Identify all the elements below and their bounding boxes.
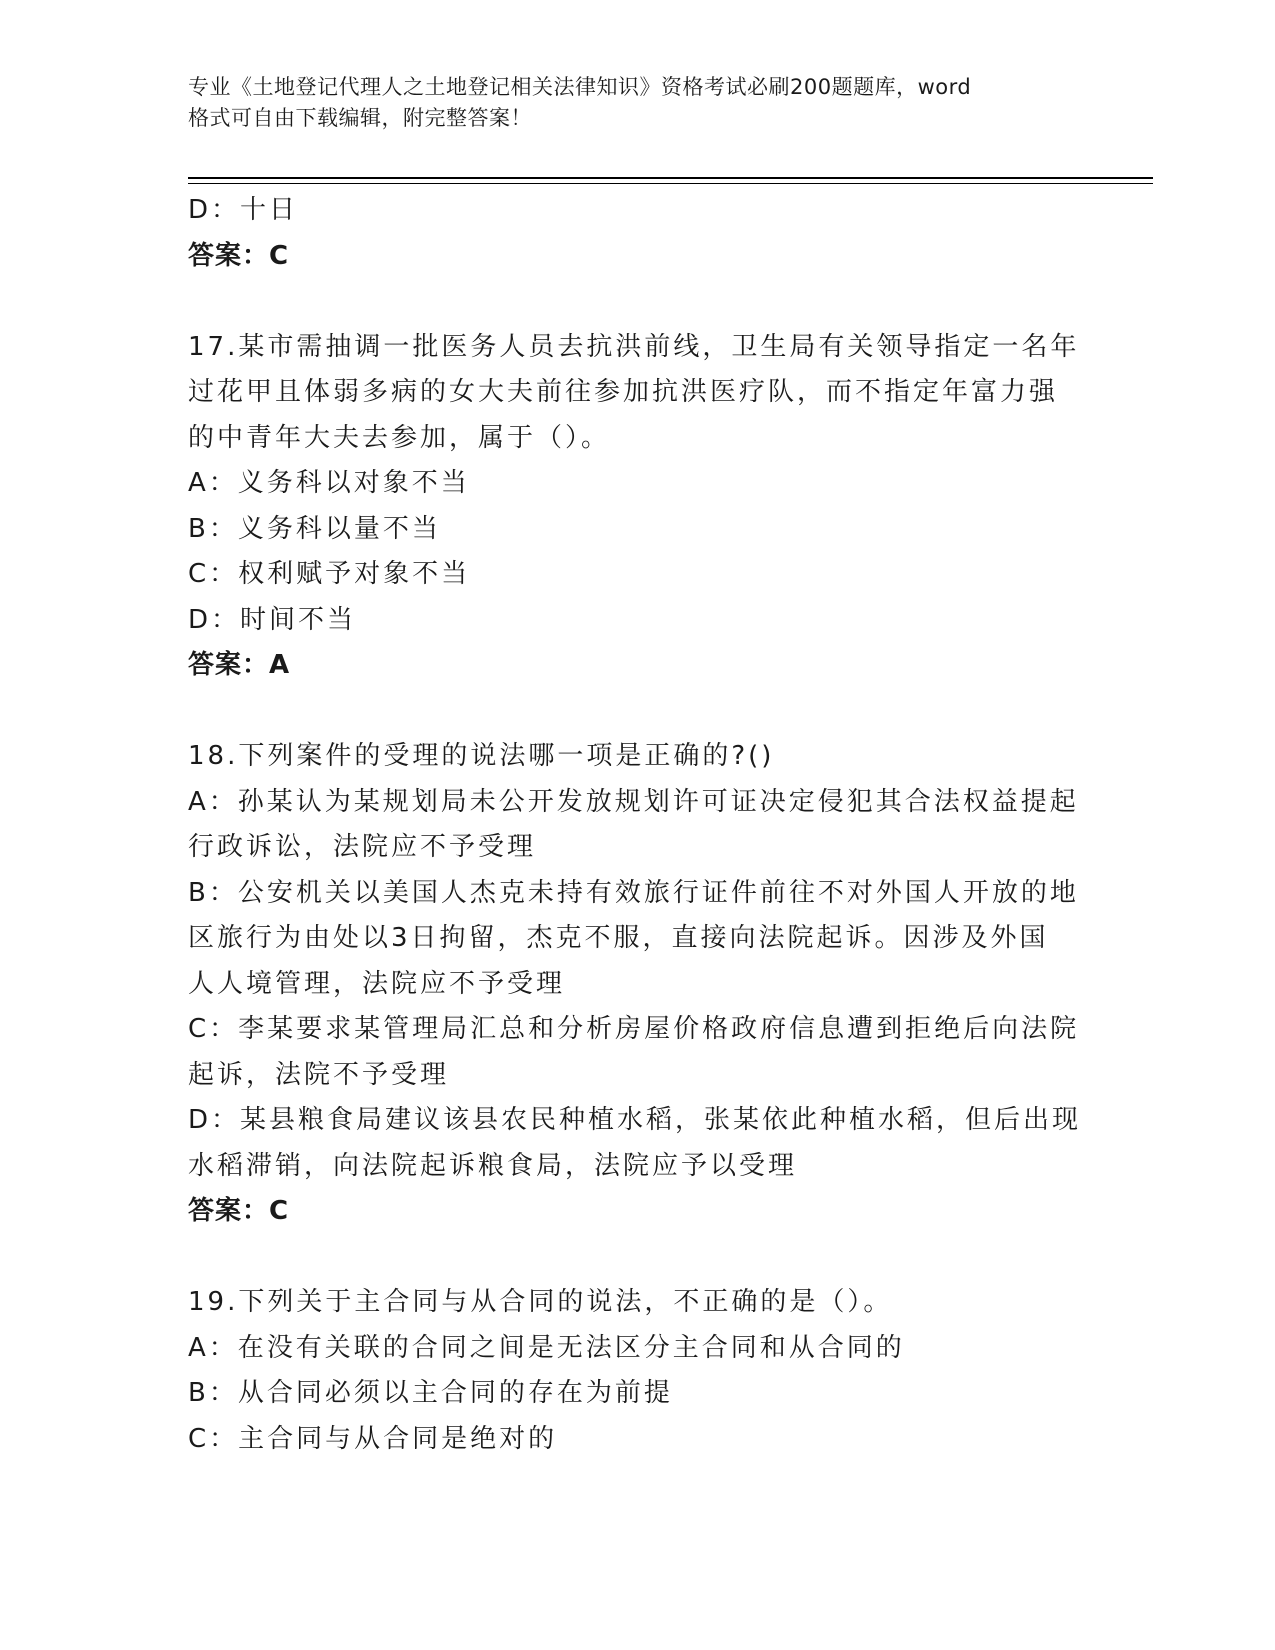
question-17-stem-line: 过花甲且体弱多病的女大夫前往参加抗洪医疗队，而不指定年富力强: [188, 377, 1059, 407]
question-18: [188, 734, 1088, 1235]
question-19-stem-line: 19.下列关于主合同与从合同的说法，不正确的是（）。: [188, 1287, 893, 1317]
question-18-option-line: 人人境管理，法院应不予受理: [188, 968, 566, 999]
question-18-option-line: 起诉，法院不予受理: [188, 1059, 450, 1090]
header-rule-thick: [188, 177, 1153, 179]
question-18-option-line: 区旅行为由处以3日拘留，杰克不服，直接向法院起诉。因涉及外国: [188, 923, 1049, 953]
question-19: [188, 1280, 1088, 1462]
question-18-option-line: B：公安机关以美国人杰克未持有效旅行证件前往不对外国人开放的地: [188, 877, 1079, 908]
question-17-option-b: B：义务科以量不当: [188, 513, 441, 544]
question-17-option-d: D：时间不当: [188, 604, 357, 635]
question-18-answer: 答案：C: [188, 1196, 290, 1226]
question-18-option-line: 水稻滞销，向法院起诉粮食局，法院应予以受理: [188, 1150, 798, 1181]
question-19-option-b: B：从合同必须以主合同的存在为前提: [188, 1378, 673, 1408]
question-17-stem-line: 17.某市需抽调一批医务人员去抗洪前线，卫生局有关领导指定一名年: [188, 331, 1080, 362]
question-17-option-c: C：权利赋予对象不当: [188, 559, 471, 589]
question-17-stem-line: 的中青年大夫去参加，属于（）。: [188, 422, 611, 453]
header-rule-thin: [188, 183, 1153, 184]
question-18-option-line: 行政诉讼，法院应不予受理: [188, 832, 537, 862]
question-17-option-a: A：义务科以对象不当: [188, 468, 470, 498]
question-18-option-line: C：李某要求某管理局汇总和分析房屋价格政府信息遭到拒绝后向法院: [188, 1014, 1080, 1044]
question-19-option-a: A：在没有关联的合同之间是无法区分主合同和从合同的: [188, 1332, 905, 1363]
question-17-answer: 答案：A: [188, 650, 291, 680]
question-18-stem-line: 18.下列案件的受理的说法哪一项是正确的?(): [188, 741, 775, 771]
question-18-option-line: D：某县粮食局建议该县农民种植水稻，张某依此种植水稻，但后出现: [188, 1105, 1082, 1135]
question-19-option-c: C：主合同与从合同是绝对的: [188, 1423, 558, 1454]
question-17: [188, 325, 1088, 689]
prev-option-d: D：十日: [188, 195, 299, 225]
document-header: 专业《土地登记代理人之土地登记相关法律知识》资格考试必刷200题题库，word 格式可自由下载编辑，附完整答案！: [188, 75, 972, 130]
prev-answer: 答案：C: [188, 240, 290, 271]
document-body: [188, 188, 1088, 1462]
question-18-option-line: A：孙某认为某规划局未公开发放规划许可证决定侵犯其合法权益提起: [188, 786, 1079, 817]
